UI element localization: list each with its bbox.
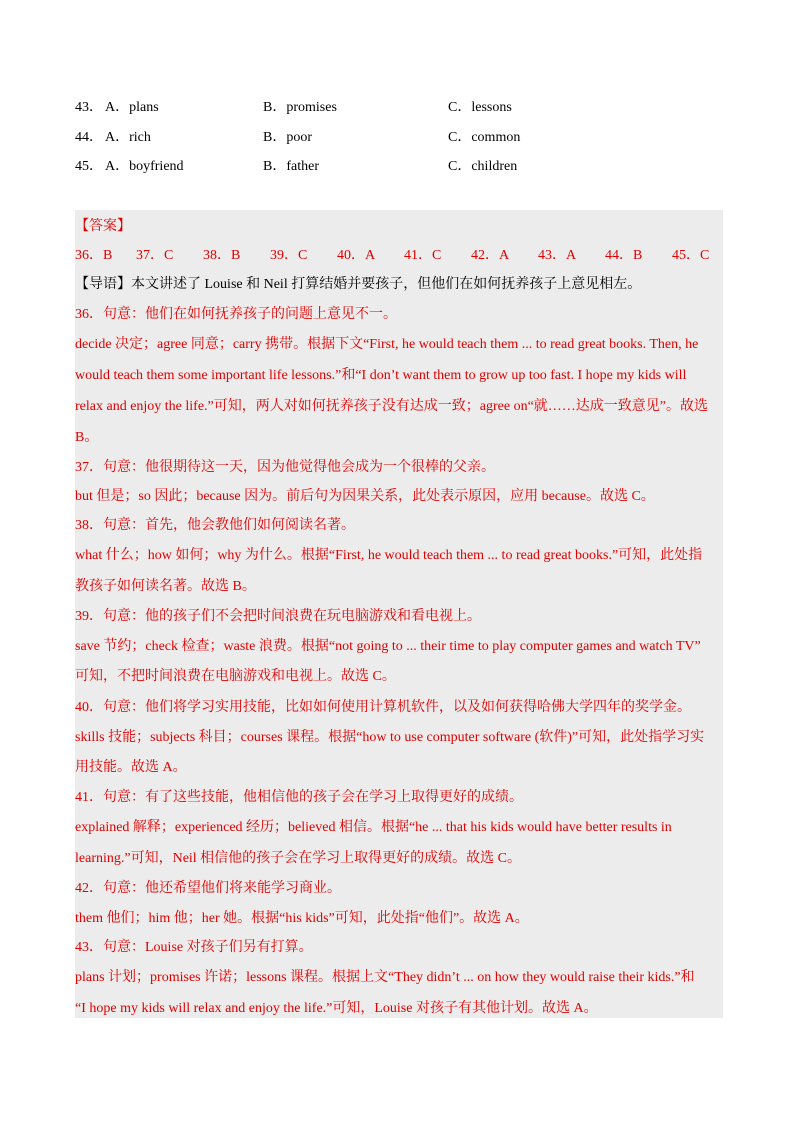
explanation-line: relax and enjoy the life.”可知，两人对如何抚养孩子没有达成一致；agree on“就……达成一致意见”。故选 [75,399,708,414]
explanation-line: “I hope my kids will relax and enjoy the life.”可知，Louise 对孩子有其他计划。故选 A。 [75,1001,598,1016]
explanation-line: 43．句意：Louise 对孩子们另有打算。 [75,940,313,955]
guide-text: 【导语】本文讲述了 Louise 和 Neil 打算结婚并要孩子，但他们在如何抚养孩子上意见相左。 [75,277,642,292]
option-row-44 [75,128,725,158]
explanation-line: 36．句意：他们在如何抚养孩子的问题上意见不一。 [75,307,397,322]
option-c: C．lessons [448,100,512,115]
explanation-line: explained 解释；experienced 经历；believed 相信。根据“he ... that his kids would have better results in [75,820,672,835]
explanation-line: 教孩子如何读名著。故选 B。 [75,579,256,594]
explanation-line: B。 [75,430,99,445]
option-b: B．promises [263,100,337,115]
answer-key: 43．A [538,248,577,263]
explanation-line: 40．句意：他们将学习实用技能，比如如何使用计算机软件，以及如何获得哈佛大学四年的奖学金。 [75,700,691,715]
option-a: A．boyfriend [105,159,184,174]
question-number: 44． [75,129,103,145]
option-row-43 [75,98,725,128]
explanation-line: learning.”可知，Neil 相信他的孩子会在学习上取得更好的成绩。故选 C。 [75,851,522,866]
option-a: A．rich [105,129,151,145]
explanation-line: 37．句意：他很期待这一天，因为他觉得他会成为一个很棒的父亲。 [75,460,495,475]
answer-heading: 【答案】 [75,219,131,234]
answer-key: 39．C [270,248,308,263]
explanation-line: but 但是；so 因此；because 因为。前后句为因果关系，此处表示原因，应用 because。故选 C。 [75,489,655,504]
explanation-line: save 节约；check 检查；waste 浪费。根据“not going to ... their time to play computer games and watch TV” [75,639,701,654]
answer-key: 45．C [672,248,710,263]
answer-key: 40．A [337,248,376,263]
explanation-line: plans 计划；promises 许诺；lessons 课程。根据上文“They didn’t ... on how they would raise their kids.”和 [75,970,695,985]
explanation-line: 38．句意：首先，他会教他们如何阅读名著。 [75,518,355,533]
explanation-line: 39．句意：他的孩子们不会把时间浪费在玩电脑游戏和看电视上。 [75,609,481,624]
answer-key-row [75,246,725,266]
answer-key: 36．B [75,248,113,263]
option-b: B．father [263,159,319,174]
explanation-line: would teach them some important life lessons.”和“I don’t want them to grow up too fast. I hope my kids will [75,368,687,383]
option-b: B．poor [263,129,312,145]
option-c: C．children [448,159,518,174]
answer-key: 41．C [404,248,442,263]
explanation-line: 用技能。故选 A。 [75,760,187,775]
question-number: 45． [75,159,103,174]
explanation-line: decide 决定；agree 同意；carry 携带。根据下文“First, he would teach them ... to read great books. Then, he [75,337,699,352]
answer-key: 44．B [605,248,643,263]
explanation-line: skills 技能；subjects 科目；courses 课程。根据“how to use computer software (软件)”可知，此处指学习实 [75,730,705,745]
option-c: C．common [448,129,521,145]
explanation-line: 41．句意：有了这些技能，他相信他的孩子会在学习上取得更好的成绩。 [75,790,523,805]
answer-key: 37．C [136,248,174,263]
answer-key: 42．A [471,248,510,263]
question-number: 43． [75,100,103,115]
answer-key: 38．B [203,248,241,263]
explanation-line: 42．句意：他还希望他们将来能学习商业。 [75,881,341,896]
explanation-line: them 他们；him 他；her 她。根据“his kids”可知，此处指“他们”。故选 A。 [75,911,529,926]
option-a: A．plans [105,100,159,115]
explanation-line: 可知，不把时间浪费在电脑游戏和电视上。故选 C。 [75,669,396,684]
explanation-line: what 什么；how 如何；why 为什么。根据“First, he would teach them ... to read great books.”可知，此处指 [75,548,703,563]
answer-options [75,98,725,187]
option-row-45 [75,157,725,187]
